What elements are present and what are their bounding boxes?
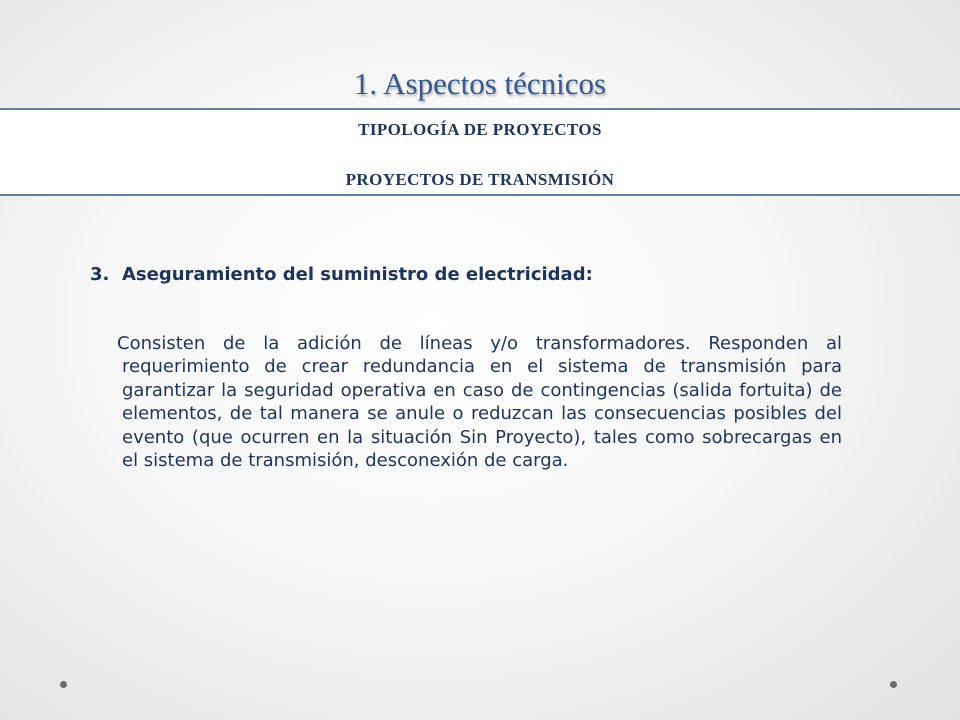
slide-content xyxy=(90,262,842,472)
subtitle-line-1: TIPOLOGÍA DE PROYECTOS xyxy=(358,120,602,139)
decorative-dot-left xyxy=(60,681,67,688)
numbered-heading xyxy=(90,262,842,288)
decorative-dot-right xyxy=(890,681,897,688)
body-paragraph: Consisten de la adición de líneas y/o transformadores. Responden al requerimiento de crear redundancia en el sistema de transmisión para garantizar la seguridad operativa en caso de contingencias (salida fortuita) de elementos, de tal manera se anule o reduzcan las consecuencias posibles del evento (que ocurren en la situación Sin Proyecto), tales como sobrecargas en el sistema de transmisión, desconexión de carga. xyxy=(117,333,842,472)
subtitle-line-2: PROYECTOS DE TRANSMISIÓN xyxy=(345,170,615,189)
item-number: 3. xyxy=(90,264,110,285)
subtitle-band xyxy=(0,108,960,196)
slide-title: 1. Aspectos técnicos xyxy=(353,66,607,101)
item-heading: Aseguramiento del suministro de electricidad: xyxy=(122,264,593,285)
